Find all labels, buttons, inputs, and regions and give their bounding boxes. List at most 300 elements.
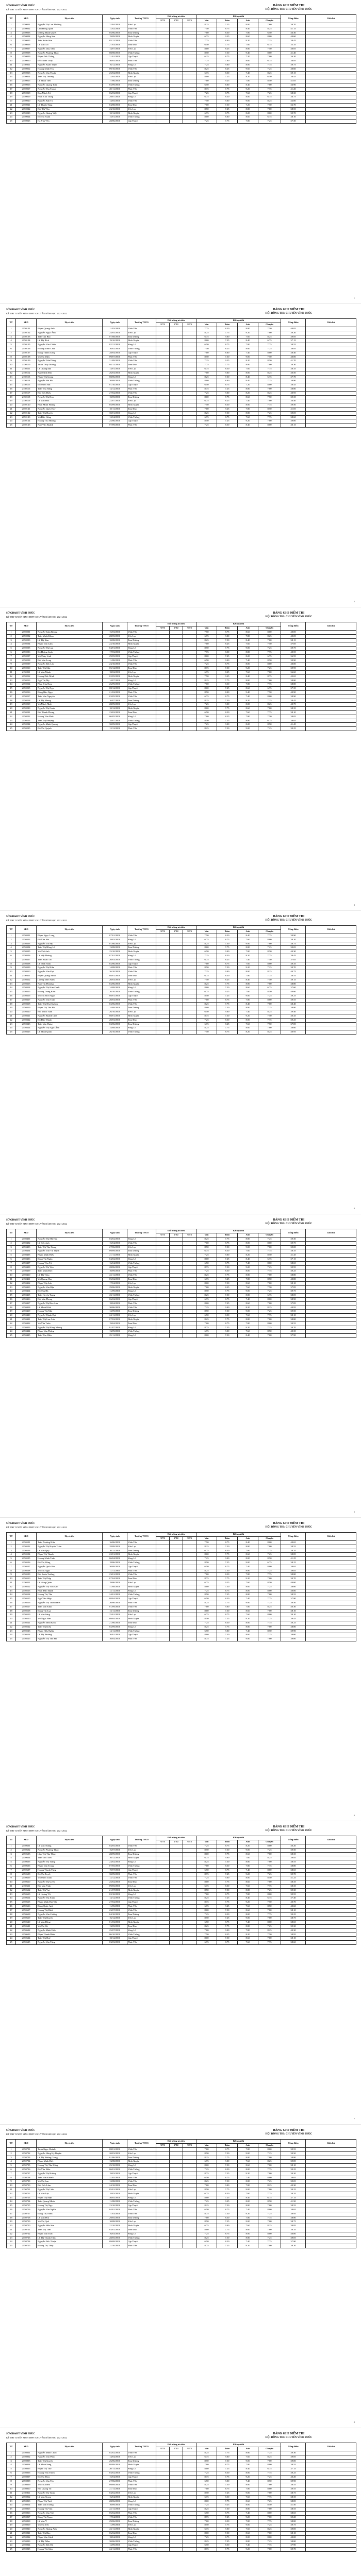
cell-total: 38.55 (281, 343, 306, 347)
cell-tt: 18 (7, 2216, 16, 2220)
score-table-body (7, 1238, 356, 1338)
cell-ut1 (156, 1030, 170, 1035)
cell-ut1 (156, 1334, 170, 1338)
cell-chuyen: 7.00 (258, 2515, 281, 2519)
cell-van: 7.50 (196, 27, 217, 31)
cell-school: Vĩnh Tường (127, 51, 156, 55)
cell-chuyen: 7.25 (258, 2212, 281, 2216)
cell-chuyen: 7.25 (258, 1326, 281, 1330)
cell-note (306, 2479, 356, 2483)
cell-chuyen: 7.75 (258, 2471, 281, 2475)
cell-school: Vĩnh Tường (127, 1261, 156, 1265)
table-row (7, 2208, 356, 2212)
table-row (7, 55, 356, 59)
cell-toan: 7.25 (217, 654, 238, 658)
cell-sbd: 2150516 (16, 1601, 37, 1605)
cell-anh: 8.80 (238, 1860, 258, 1865)
cell-ut1 (156, 419, 170, 423)
cell-anh: 8.20 (238, 1030, 258, 1035)
col-header-name: Họ và tên (37, 622, 103, 631)
cell-sbd: 2150018 (16, 91, 37, 95)
cell-chuyen: 6.75 (258, 687, 281, 691)
cell-school: Bình Xuyên (127, 35, 156, 39)
cell-total: 40.45 (281, 1014, 306, 1018)
cell-anh: 7.20 (238, 55, 258, 59)
cell-dob: 24/11/2006 (103, 2548, 127, 2552)
cell-ut1 (156, 23, 170, 27)
cell-school: Yên Lạc (127, 47, 156, 51)
cell-ut2 (170, 694, 183, 699)
cell-name: Trần Văn Khánh (37, 2176, 103, 2180)
cell-ut2 (170, 1848, 183, 1852)
cell-ut1 (156, 986, 170, 990)
cell-dob: 12/12/2006 (103, 727, 127, 731)
cell-chuyen: 7.00 (258, 707, 281, 711)
cell-toan: 7.75 (217, 2451, 238, 2455)
cell-name: Lê Văn Ý (37, 2519, 103, 2523)
cell-name: Vũ Thị Hà (37, 1924, 103, 1928)
cell-ut1 (156, 687, 170, 691)
cell-note (306, 91, 356, 95)
cell-anh: 7.60 (238, 962, 258, 966)
cell-dob: 09/04/2006 (103, 1617, 127, 1621)
cell-chuyen: 7.75 (258, 974, 281, 978)
cell-tt: 25 (7, 120, 16, 124)
cell-ut3 (183, 1917, 196, 1921)
cell-ut1 (156, 1901, 170, 1905)
cell-ut1 (156, 1241, 170, 1245)
cell-anh: 8.60 (238, 1908, 258, 1912)
cell-school: Phúc Yên (127, 727, 156, 731)
cell-school: Tam Dương (127, 1609, 156, 1613)
cell-tt: 9 (7, 55, 16, 59)
cell-note (306, 2475, 356, 2479)
cell-van: 8.00 (196, 1585, 217, 1589)
cell-dob: 08/06/2006 (103, 375, 127, 379)
cell-anh: 7.40 (238, 1868, 258, 1872)
cell-sbd: 2150222 (16, 715, 37, 719)
col-header-ut3: ƯT3 (183, 626, 196, 631)
cell-total: 39.90 (281, 934, 306, 938)
table-row (7, 35, 356, 39)
cell-school: Tam Dương (127, 395, 156, 399)
cell-note (306, 950, 356, 954)
cell-van: 8.75 (196, 2244, 217, 2248)
cell-tt: 16 (7, 994, 16, 998)
cell-van: 8.25 (196, 331, 217, 335)
org-name: SỞ GD&ĐT VĨNH PHÚC (6, 309, 36, 311)
cell-note (306, 79, 356, 83)
cell-toan: 8.75 (217, 2511, 238, 2515)
cell-dob: 22/07/2006 (103, 399, 127, 403)
cell-toan: 7.75 (217, 395, 238, 399)
cell-school: Yên Lạc (127, 2491, 156, 2495)
cell-chuyen: 7.75 (258, 1249, 281, 1253)
cell-total: 38.40 (281, 351, 306, 355)
cell-dob: 24/01/2006 (103, 1593, 127, 1597)
cell-ut2 (170, 1924, 183, 1928)
cell-school: Sông Lô (127, 1326, 156, 1330)
cell-toan: 7.75 (217, 1026, 238, 1030)
cell-total: 39.20 (281, 2244, 306, 2248)
cell-ut3 (183, 1290, 196, 1294)
cell-toan: 9.00 (217, 335, 238, 339)
cell-van: 6.75 (196, 1581, 217, 1585)
cell-name: Bùi Văn Long (37, 658, 103, 663)
cell-dob: 10/08/2006 (103, 638, 127, 642)
cell-toan: 9.25 (217, 674, 238, 679)
cell-sbd: 2150702 (16, 2151, 37, 2156)
cell-name: Hà Văn Yên (37, 120, 103, 124)
cell-name: Phạm Quang Anh (37, 327, 103, 331)
cell-toan: 7.50 (217, 1265, 238, 1269)
cell-sbd: 2150103 (16, 335, 37, 339)
sheet-title: BẢNG GHI ĐIỂM THI (273, 2432, 305, 2435)
cell-note (306, 2224, 356, 2228)
table-row (7, 954, 356, 958)
table-row (7, 1334, 356, 1338)
cell-van: 7.00 (196, 2519, 217, 2523)
cell-school: Yên Lạc (127, 23, 156, 27)
cell-anh: 7.80 (238, 2519, 258, 2523)
col-header-dob: Ngày sinh (103, 1533, 127, 1541)
col-header-priority-group: Đối tượng ưu tiên (156, 1229, 196, 1233)
cell-name: Nguyễn Quốc Huy (37, 407, 103, 411)
cell-sbd: 2150415 (16, 1294, 37, 1298)
cell-dob: 04/11/2006 (103, 363, 127, 367)
cell-dob: 14/08/2006 (103, 986, 127, 990)
cell-sbd: 2150013 (16, 71, 37, 75)
cell-chuyen: 8.00 (258, 2487, 281, 2492)
table-row (7, 1896, 356, 1901)
cell-name: Đặng Thị Xoan (37, 2515, 103, 2519)
cell-dob: 08/01/2006 (103, 1014, 127, 1018)
cell-ut1 (156, 2184, 170, 2188)
cell-note (306, 1908, 356, 1912)
cell-ut3 (183, 423, 196, 428)
cell-school: Vĩnh Yên (127, 359, 156, 363)
cell-anh: 7.60 (238, 1549, 258, 1553)
cell-note (306, 1301, 356, 1306)
cell-total: 38.60 (281, 415, 306, 419)
cell-dob: 13/08/2006 (103, 2160, 127, 2164)
cell-chuyen: 7.25 (258, 1633, 281, 1637)
cell-van: 7.00 (196, 2487, 217, 2492)
table-row (7, 1006, 356, 1010)
score-table-body (7, 934, 356, 1035)
cell-tt: 24 (7, 1633, 16, 1637)
cell-ut3 (183, 339, 196, 343)
cell-ut3 (183, 2176, 196, 2180)
table-row (7, 2531, 356, 2535)
table-row (7, 958, 356, 962)
cell-chuyen: 7.25 (258, 1617, 281, 1621)
cell-school: Vĩnh Tường (127, 2236, 156, 2240)
cell-chuyen: 6.75 (258, 1294, 281, 1298)
cell-anh: 9.20 (238, 1326, 258, 1330)
cell-anh: 9.20 (238, 966, 258, 970)
cell-school: Vĩnh Yên (127, 1274, 156, 1278)
cell-dob: 30/09/2006 (103, 1872, 127, 1876)
cell-school: Phúc Yên (127, 658, 156, 663)
cell-total: 41.25 (281, 1876, 306, 1880)
cell-ut2 (170, 2531, 183, 2535)
cell-dob: 28/06/2006 (103, 2499, 127, 2503)
cell-ut3 (183, 1621, 196, 1625)
cell-ut2 (170, 63, 183, 67)
cell-chuyen: 8.00 (258, 663, 281, 667)
cell-school: Bình Xuyên (127, 2160, 156, 2164)
cell-ut1 (156, 679, 170, 683)
cell-name: Trần Thị Mai (37, 667, 103, 671)
header-right (222, 612, 356, 619)
cell-note (306, 2528, 356, 2532)
col-header-chuyen: Chuyên (258, 323, 281, 327)
cell-tt: 22 (7, 1928, 16, 1933)
cell-toan: 7.75 (217, 1924, 238, 1928)
cell-name: Đỗ Văn Hiếu (37, 2167, 103, 2172)
cell-chuyen: 7.75 (258, 403, 281, 408)
cell-dob: 21/02/2006 (103, 690, 127, 694)
cell-chuyen: 7.00 (258, 1334, 281, 1338)
cell-note (306, 107, 356, 111)
cell-sbd: 2150024 (16, 115, 37, 120)
table-row (7, 2475, 356, 2479)
cell-ut3 (183, 1334, 196, 1338)
cell-school: Tam Đảo (127, 2531, 156, 2535)
cell-tt: 21 (7, 2531, 16, 2535)
cell-ut1 (156, 39, 170, 43)
cell-tt: 19 (7, 1917, 16, 1921)
cell-note (306, 375, 356, 379)
cell-van: 6.50 (196, 1868, 217, 1872)
cell-ut2 (170, 1613, 183, 1617)
cell-name: Nguyễn Hải Hà (37, 379, 103, 383)
cell-tt: 1 (7, 631, 16, 635)
cell-school: Bình Xuyên (127, 1317, 156, 1321)
col-header-tt: TT (7, 2140, 16, 2148)
cell-toan: 7.25 (217, 1326, 238, 1330)
cell-ut2 (170, 383, 183, 387)
cell-total: 40.30 (281, 2184, 306, 2188)
cell-ut3 (183, 966, 196, 970)
cell-name: Nguyễn Tiến Dũng (37, 359, 103, 363)
cell-total: 40.85 (281, 631, 306, 635)
col-header-tt: TT (7, 1836, 16, 1844)
header-left (6, 612, 125, 619)
cell-toan: 7.50 (217, 1888, 238, 1892)
cell-dob: 08/08/2006 (103, 51, 127, 55)
cell-school: Yên Lạc (127, 75, 156, 79)
cell-ut2 (170, 934, 183, 938)
cell-tt: 14 (7, 2200, 16, 2204)
cell-ut1 (156, 1006, 170, 1010)
cell-total: 38.80 (281, 1573, 306, 1577)
cell-dob: 13/01/2006 (103, 367, 127, 371)
cell-ut2 (170, 2511, 183, 2515)
cell-ut1 (156, 1265, 170, 1269)
cell-total: 39.00 (281, 2459, 306, 2463)
cell-school: Lập Thạch (127, 419, 156, 423)
cell-ut3 (183, 1605, 196, 1609)
cell-name: Nguyễn Minh Châu (37, 2451, 103, 2455)
cell-van: 6.75 (196, 399, 217, 403)
cell-toan: 8.50 (217, 1269, 238, 1274)
cell-name: Nguyễn Thị Bảo Anh (37, 1301, 103, 1306)
cell-note (306, 1917, 356, 1921)
cell-ut2 (170, 1569, 183, 1573)
cell-name: Nguyễn Phương Thảo (37, 51, 103, 55)
table-row (7, 387, 356, 391)
cell-school: Lập Thạch (127, 1633, 156, 1637)
col-header-note: Ghi chú (306, 1836, 356, 1844)
cell-dob: 12/09/2006 (103, 1310, 127, 1314)
cell-ut1 (156, 723, 170, 727)
cell-total: 40.00 (281, 1589, 306, 1593)
cell-total: 36.75 (281, 95, 306, 99)
cell-ut3 (183, 103, 196, 107)
cell-tt: 21 (7, 1621, 16, 1625)
cell-note (306, 670, 356, 674)
cell-total: 37.85 (281, 1301, 306, 1306)
cell-toan: 8.00 (217, 39, 238, 43)
cell-van: 8.00 (196, 1301, 217, 1306)
cell-tt: 1 (7, 1844, 16, 1849)
table-row (7, 1310, 356, 1314)
cell-chuyen: 7.00 (258, 679, 281, 683)
cell-chuyen: 7.25 (258, 727, 281, 731)
cell-toan: 7.50 (217, 1908, 238, 1912)
cell-toan: 7.75 (217, 1553, 238, 1557)
cell-school: Phúc Yên (127, 1601, 156, 1605)
cell-anh: 9.20 (238, 1617, 258, 1621)
col-header-sbd: SBD (16, 15, 37, 23)
cell-dob: 25/02/2006 (103, 1880, 127, 1885)
cell-van: 6.75 (196, 1277, 217, 1281)
cell-anh: 8.20 (238, 1306, 258, 1310)
cell-total: 38.80 (281, 2156, 306, 2160)
cell-name: Phạm Văn Lâm (37, 642, 103, 647)
table-row (7, 1294, 356, 1298)
cell-ut1 (156, 1617, 170, 1621)
cell-dob: 05/06/2006 (103, 31, 127, 35)
col-header-scores-group: Kết quả thi (196, 2140, 281, 2144)
col-header-chuyen: Chuyên (258, 930, 281, 934)
cell-total: 38.30 (281, 91, 306, 95)
cell-sbd: 2150205 (16, 647, 37, 651)
cell-school: Lập Thạch (127, 1297, 156, 1301)
cell-van: 8.25 (196, 1545, 217, 1549)
cell-ut3 (183, 79, 196, 83)
cell-school: Phúc Yên (127, 2208, 156, 2212)
cell-sbd: 2150409 (16, 1269, 37, 1274)
cell-anh: 7.80 (238, 31, 258, 35)
cell-van: 8.75 (196, 1872, 217, 1876)
cell-van: 7.00 (196, 683, 217, 687)
cell-ut1 (156, 2151, 170, 2156)
cell-chuyen: 7.00 (258, 1860, 281, 1865)
col-header-school: Trường THCS (127, 2140, 156, 2148)
cell-chuyen: 7.50 (258, 958, 281, 962)
cell-van: 6.75 (196, 367, 217, 371)
cell-van: 7.25 (196, 1844, 217, 1849)
col-header-total: Tổng điểm (281, 926, 306, 934)
cell-ut3 (183, 75, 196, 79)
cell-dob: 16/03/2006 (103, 2232, 127, 2236)
cell-sbd: 2150317 (16, 998, 37, 1002)
cell-ut3 (183, 687, 196, 691)
cell-sbd: 2150515 (16, 1597, 37, 1601)
table-row (7, 2160, 356, 2164)
cell-ut2 (170, 631, 183, 635)
cell-school: Bình Xuyên (127, 2528, 156, 2532)
cell-note (306, 2200, 356, 2204)
cell-sbd: 2150102 (16, 331, 37, 335)
cell-ut1 (156, 954, 170, 958)
cell-sbd: 2150221 (16, 710, 37, 715)
cell-toan: 8.50 (217, 95, 238, 99)
cell-name: Lê Hồng Quân (37, 1581, 103, 1585)
cell-sbd: 2150307 (16, 958, 37, 962)
cell-ut1 (156, 2544, 170, 2548)
cell-ut3 (183, 1633, 196, 1637)
cell-anh: 8.40 (238, 423, 258, 428)
cell-dob: 18/03/2006 (103, 2192, 127, 2196)
cell-ut3 (183, 2160, 196, 2164)
col-header-sbd: SBD (16, 1533, 37, 1541)
cell-total: 37.70 (281, 375, 306, 379)
cell-school: Phúc Yên (127, 1872, 156, 1876)
cell-ut1 (156, 2463, 170, 2467)
cell-ut3 (183, 1253, 196, 1258)
cell-sbd: 2150819 (16, 2523, 37, 2528)
table-row (7, 383, 356, 387)
cell-note (306, 391, 356, 395)
cell-name: Phạm Ngọc Long (37, 934, 103, 938)
cell-dob: 25/07/2006 (103, 1928, 127, 1933)
cell-school: Bình Xuyên (127, 950, 156, 954)
cell-total: 37.60 (281, 986, 306, 990)
cell-note (306, 946, 356, 950)
cell-van: 6.50 (196, 383, 217, 387)
cell-name: Trần Phương Hiếu (37, 1541, 103, 1545)
col-header-ut3: ƯT3 (183, 19, 196, 23)
cell-dob: 13/11/2006 (103, 1609, 127, 1613)
cell-name: Trần Thu Hằng (37, 387, 103, 391)
cell-chuyen: 7.25 (258, 91, 281, 95)
cell-total: 37.85 (281, 1285, 306, 1290)
cell-note (306, 683, 356, 687)
cell-ut2 (170, 1253, 183, 1258)
cell-toan: 8.75 (217, 2148, 238, 2152)
cell-ut1 (156, 387, 170, 391)
col-header-toan: Toán (217, 1537, 238, 1541)
cell-chuyen: 7.00 (258, 1937, 281, 1941)
cell-toan: 7.50 (217, 2151, 238, 2156)
cell-total: 35.35 (281, 43, 306, 47)
cell-school: Phúc Yên (127, 966, 156, 970)
cell-ut3 (183, 1585, 196, 1589)
table-row (7, 1860, 356, 1865)
cell-dob: 20/11/2006 (103, 87, 127, 91)
cell-total: 37.40 (281, 1896, 306, 1901)
cell-van: 7.25 (196, 1912, 217, 1917)
cell-van: 8.00 (196, 1334, 217, 1338)
cell-note (306, 667, 356, 671)
cell-ut1 (156, 2160, 170, 2164)
cell-tt: 1 (7, 23, 16, 27)
cell-ut1 (156, 43, 170, 47)
